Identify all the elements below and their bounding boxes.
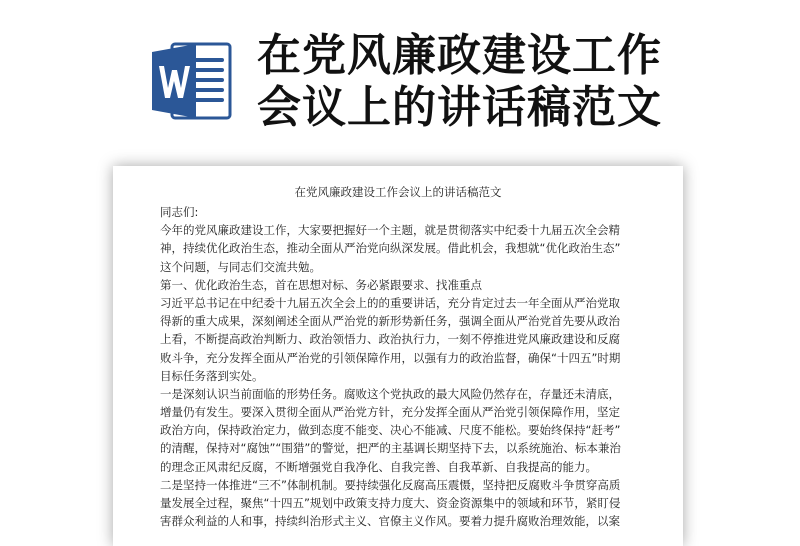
document-line: 二是坚持一体推进“三不”体制机制。要持续强化反腐高压震慑，坚持把反腐败斗争贯穿高质 bbox=[160, 477, 621, 492]
page-title-line-2: 会议上的讲话稿范文 bbox=[257, 82, 662, 133]
document-line: 同志们: bbox=[160, 205, 199, 219]
document-line: 上看，不断提高政治判断力、政治领悟力、政治执行力，一刻不停推进党风廉政建设和反腐 bbox=[160, 332, 620, 347]
document-title: 在党风廉政建设工作会议上的讲话稿范文 bbox=[294, 185, 502, 199]
document-line: 习近平总书记在中纪委十九届五次全会上的的重要讲话，充分肯定过去一年全面从严治党取 bbox=[160, 295, 620, 310]
document-line: 这个问题，与同志们交流共勉。 bbox=[160, 259, 321, 274]
document-line: 今年的党风廉政建设工作，大家要把握好一个主题，就是贯彻落实中纪委十九届五次全会精 bbox=[160, 223, 620, 238]
document-line: 得新的重大成果，深刻阐述全面从严治党的新形势新任务，强调全面从严治党首先要从政治 bbox=[160, 314, 620, 329]
document-line: 目标任务落到实处。 bbox=[160, 368, 264, 383]
header-banner bbox=[0, 0, 800, 150]
document-line: 政治方向，保持政治定力，做到态度不能变、决心不能减、尺度不能松。要始终保持“赶考” bbox=[160, 423, 621, 438]
document-line: 第一、优化政治生态，首在思想对标、务必紧跟要求、找准重点 bbox=[160, 277, 482, 292]
document-line: 的清醒，保持对“腐蚀”“围猎”的警觉，把严的主基调长期坚持下去，以系统施治、标本兼治 bbox=[160, 441, 621, 456]
document-line: 败斗争，充分发挥全面从严治党的引领保障作用，以强有力的政治监督，确保“十四五”时期 bbox=[160, 350, 621, 365]
document-line: 量发展全过程，聚焦“十四五”规划中政策支持力度大、资金资源集中的领域和环节，紧盯侵 bbox=[160, 496, 621, 510]
document-line: 害群众利益的人和事，持续纠治形式主义、官僚主义作风。要着力提升腐败治理效能，以案 bbox=[160, 514, 620, 529]
word-document-icon bbox=[150, 40, 232, 122]
page-title bbox=[257, 30, 697, 134]
document-body bbox=[160, 203, 638, 530]
document-line: 增量仍有发生。要深入贯彻全面从严治党方针，充分发挥全面从严治党引领保障作用，坚定 bbox=[160, 405, 620, 420]
document-line: 一是深刻认识当前面临的形势任务。腐败这个党执政的最大风险仍然存在，存量还未清底， bbox=[160, 386, 620, 401]
document-page bbox=[113, 166, 683, 546]
document-line: 的理念正风肃纪反腐，不断增强党自我净化、自我完善、自我革新、自我提高的能力。 bbox=[160, 459, 597, 474]
page-title-line-1: 在党风廉政建设工作 bbox=[257, 30, 662, 81]
document-line: 神，持续优化政治生态，推动全面从严治党向纵深发展。借此机会，我想就“优化政治生态” bbox=[160, 241, 621, 256]
